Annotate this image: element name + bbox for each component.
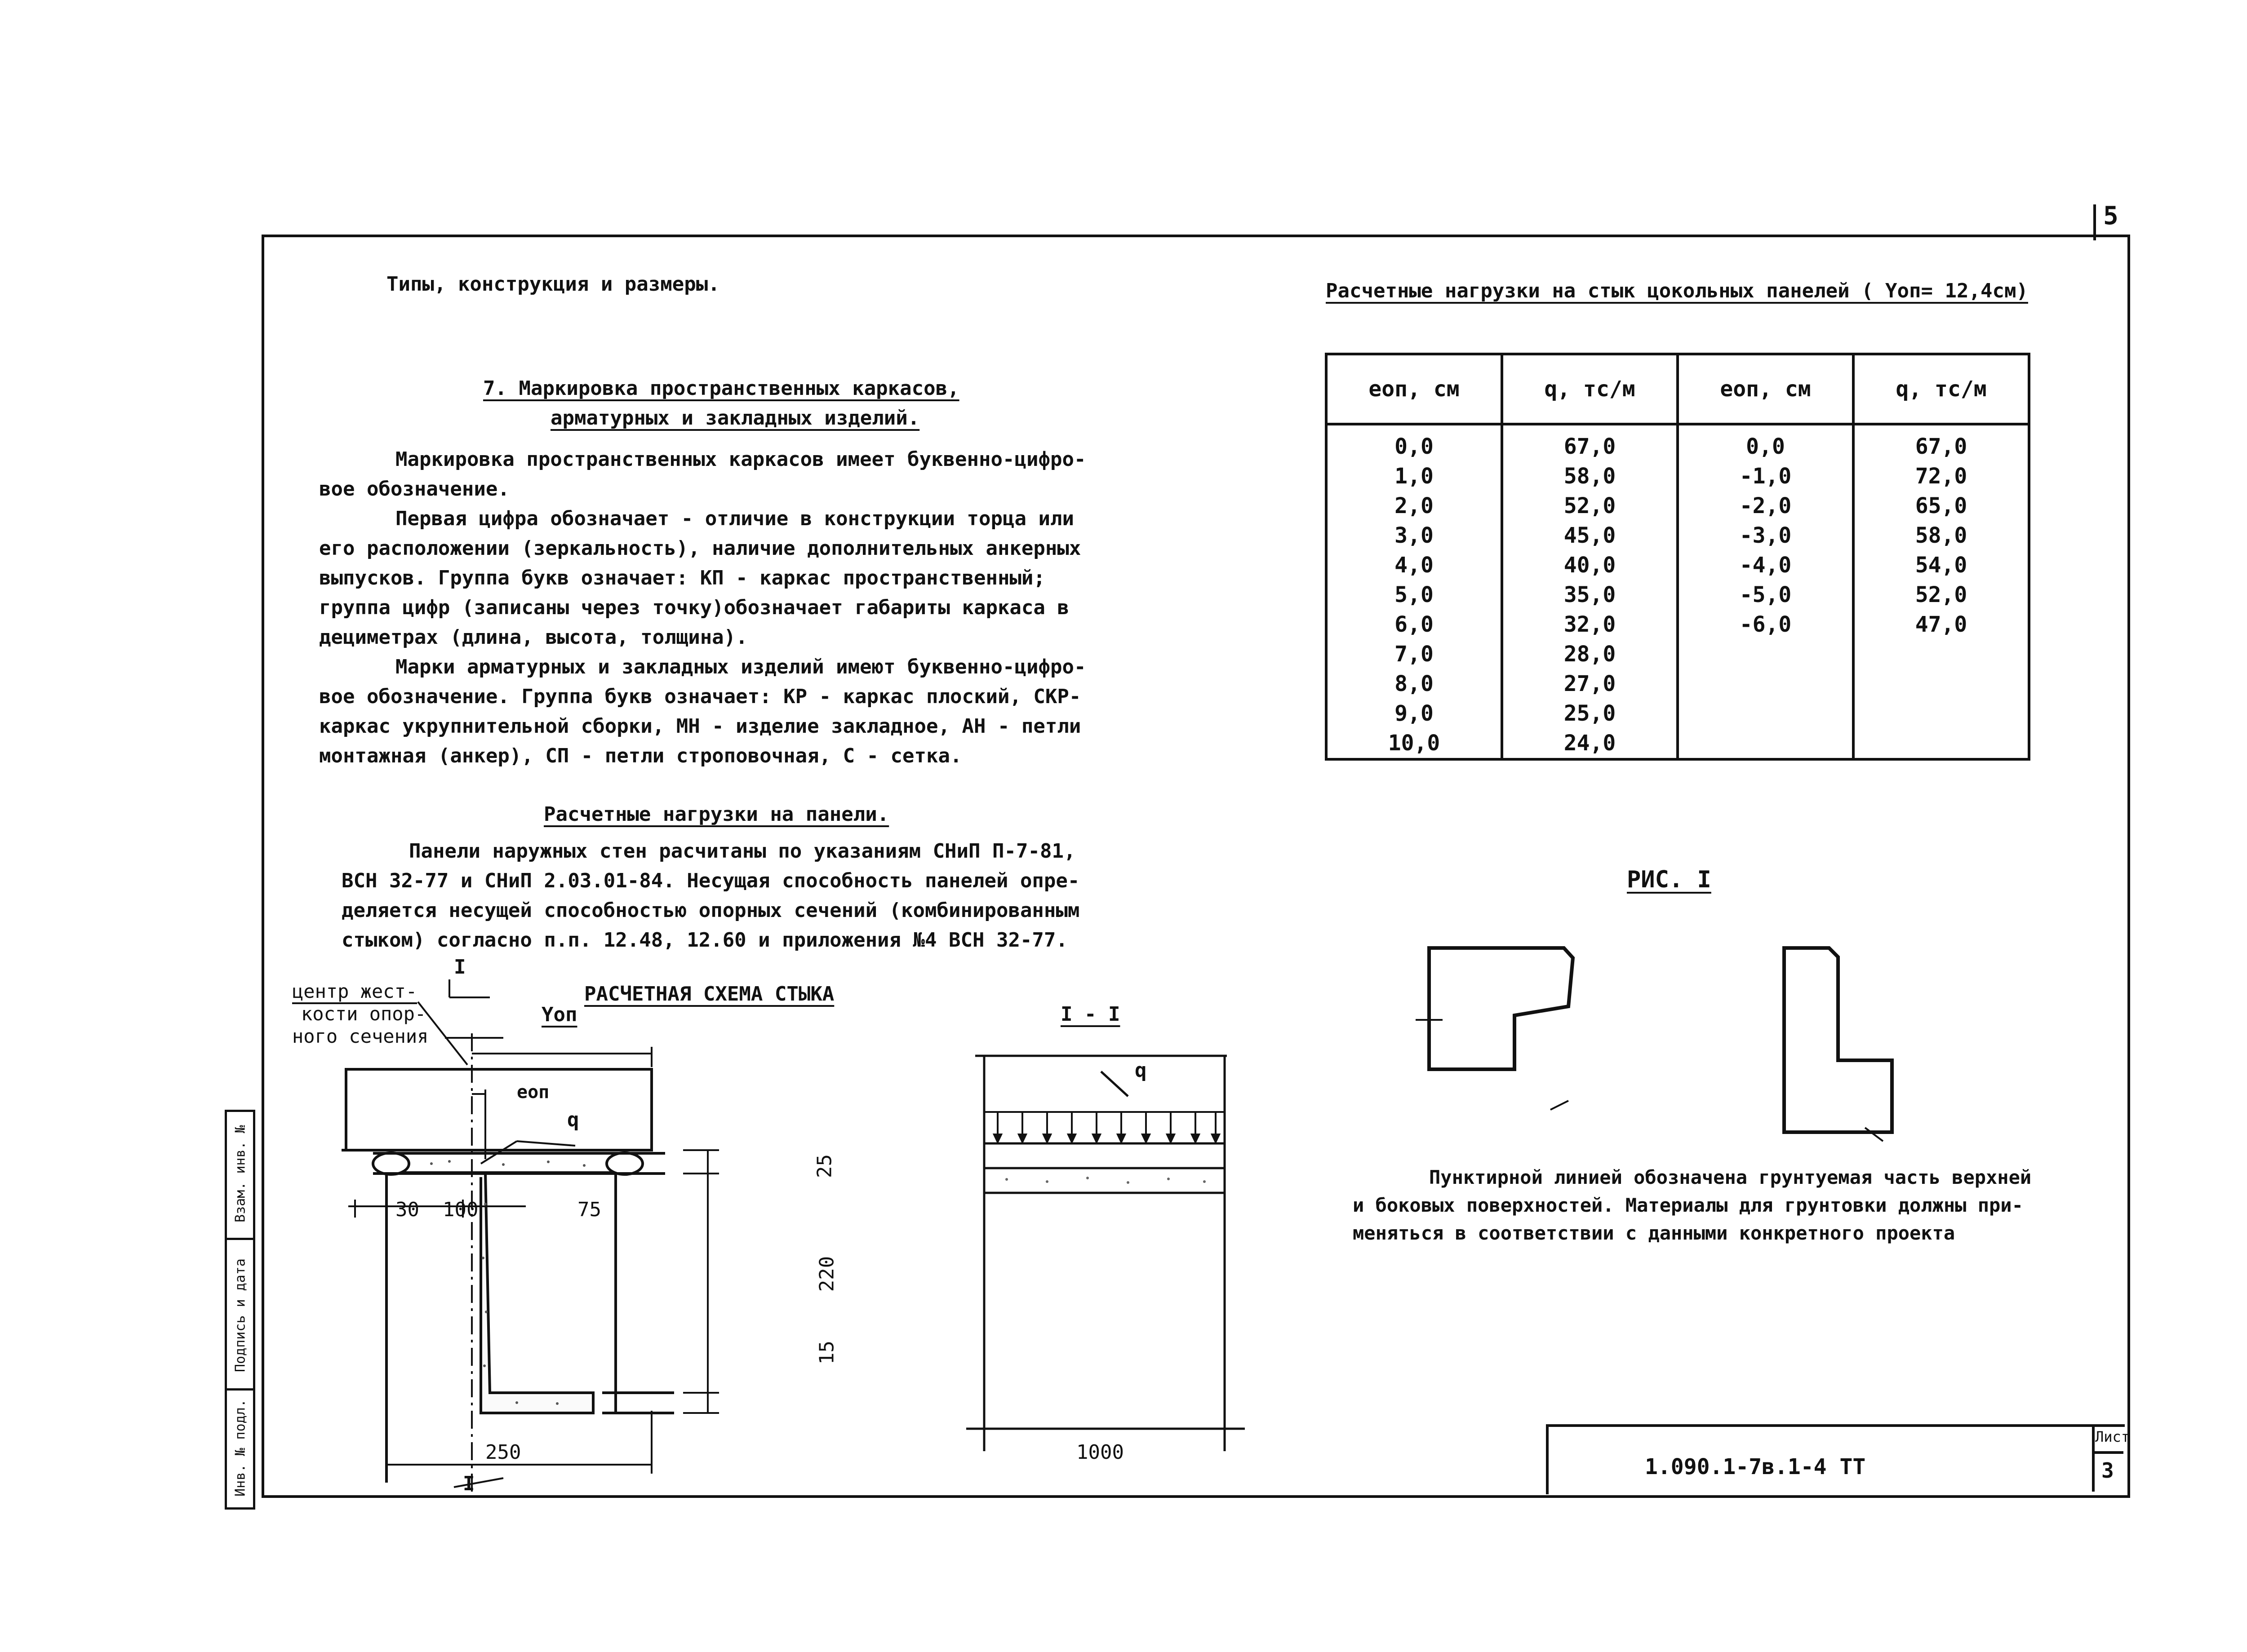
cell: 10,0: [1326, 728, 1502, 759]
para-line: вое обозначение.: [319, 478, 510, 500]
table-row: [1326, 669, 2029, 699]
stamp-divider: [2092, 1424, 2095, 1492]
para-line: деляется несущей способностью опорных сечений (комбинированным: [342, 899, 1080, 922]
para-line: вое обозначение. Группа букв означает: КР - каркас плоский, СКР-: [319, 685, 1081, 708]
cell: 35,0: [1502, 580, 1678, 610]
dim-25: 25: [813, 1154, 836, 1178]
cell: 7,0: [1326, 639, 1502, 669]
cell: 32,0: [1502, 610, 1678, 639]
table-row: [1326, 728, 2029, 759]
cell: 40,0: [1502, 550, 1678, 580]
figure-note: [1353, 1164, 2031, 1247]
table-row: [1326, 424, 2029, 461]
note-line: Пунктирной линией обозначена грунтуемая часть верхней: [1429, 1166, 2032, 1188]
cell: 27,0: [1502, 669, 1678, 699]
cell: [1853, 699, 2029, 728]
cell: 47,0: [1853, 610, 2029, 639]
note-line: меняться в соответствии с данными конкретного проекта: [1353, 1222, 1955, 1244]
cell: -1,0: [1678, 461, 1853, 491]
header-q-1: q, тс/м: [1502, 354, 1678, 424]
table-header-row: [1326, 354, 2029, 424]
para-line: его расположении (зеркальность), наличие дополнительных анкерных: [319, 537, 1081, 560]
cell: [1853, 728, 2029, 759]
para-line: каркас укрупнительной сборки, МН - изделие закладное, АН - петли: [319, 715, 1081, 738]
section-mark-top: I: [454, 956, 466, 979]
cell: -4,0: [1678, 550, 1853, 580]
cell: 72,0: [1853, 461, 2029, 491]
loads-title: Расчетные нагрузки на панели.: [544, 803, 889, 826]
cell: 1,0: [1326, 461, 1502, 491]
loads-paragraph: [342, 837, 1079, 955]
note-line: и боковых поверхностей. Материалы для грунтовки должны при-: [1353, 1194, 2023, 1216]
table-row: [1326, 550, 2029, 580]
stamp-sheet-divider: [2092, 1451, 2123, 1454]
table-row: [1326, 461, 2029, 491]
side-stamp-cell: Подпись и дата: [232, 1258, 249, 1372]
cell: [1678, 728, 1853, 759]
table-row: [1326, 699, 2029, 728]
figure-title: РИС. I: [1627, 866, 1711, 893]
para-line: монтажная (анкер), СП - петли строповочная, С - сетка.: [319, 744, 962, 767]
figure-1-drawing: [1416, 930, 1910, 1164]
table-row: [1326, 580, 2029, 610]
table-row: [1326, 521, 2029, 550]
panel-right-profile: [1784, 948, 1892, 1132]
cell: 24,0: [1502, 728, 1678, 759]
panel-left-profile: [1429, 948, 1573, 1069]
cell: 58,0: [1502, 461, 1678, 491]
cell: 2,0: [1326, 491, 1502, 521]
cell: [1678, 639, 1853, 669]
dim-250: 250: [485, 1441, 521, 1464]
scheme-drawing: [315, 979, 876, 1501]
dim-15: 15: [815, 1341, 839, 1364]
cell: 54,0: [1853, 550, 2029, 580]
dim-75: 75: [577, 1198, 601, 1221]
dim-220: 220: [815, 1256, 839, 1292]
q-label-scheme: q: [567, 1108, 579, 1131]
para-line: Марки арматурных и закладных изделий имеют буквенно-цифро-: [395, 655, 1086, 678]
stamp-sheet-label: Лист: [2095, 1428, 2130, 1445]
cell: 4,0: [1326, 550, 1502, 580]
scheme-title: РАСЧЕТНАЯ СХЕМА СТЫКА: [584, 983, 835, 1005]
header-e-op-1: eоп, см: [1326, 354, 1502, 424]
cell: 9,0: [1326, 699, 1502, 728]
cell: 8,0: [1326, 669, 1502, 699]
page-number-mark: [2093, 204, 2096, 240]
cell: 25,0: [1502, 699, 1678, 728]
table-row: [1326, 610, 2029, 639]
cell: -2,0: [1678, 491, 1853, 521]
para-line: дециметрах (длина, высота, толщина).: [319, 626, 748, 649]
cell: 5,0: [1326, 580, 1502, 610]
section-view-drawing: [966, 1038, 1254, 1487]
side-stamp-cell: Инв. № подл.: [232, 1399, 249, 1497]
para-line: стыком) согласно п.п. 12.48, 12.60 и приложения №4 ВСН 32-77.: [342, 929, 1068, 952]
section-view-title: I - I: [1061, 1003, 1120, 1026]
para-line: Первая цифра обозначает - отличие в конструкции торца или: [395, 507, 1074, 530]
e-op-label: eоп: [517, 1082, 550, 1103]
section7-paragraph: [319, 445, 1086, 771]
cell: 45,0: [1502, 521, 1678, 550]
cell: 0,0: [1678, 424, 1853, 461]
cell: -5,0: [1678, 580, 1853, 610]
cell: [1853, 639, 2029, 669]
cell: [1678, 699, 1853, 728]
section7-title-line2: арматурных и закладных изделий.: [551, 407, 920, 430]
joint-table-title: Расчетные нагрузки на стык цокольных панелей ( Yоп= 12,4см): [1326, 279, 2028, 302]
section-mark-bottom: I: [463, 1472, 475, 1495]
cell: [1678, 669, 1853, 699]
side-stamp-cell: Взам. инв. №: [232, 1125, 249, 1222]
cell: -3,0: [1678, 521, 1853, 550]
cell: 3,0: [1326, 521, 1502, 550]
header-q-2: q, тс/м: [1853, 354, 2029, 424]
cell: 58,0: [1853, 521, 2029, 550]
header-e-op-2: eоп, см: [1678, 354, 1853, 424]
dim-100: 100: [443, 1198, 479, 1221]
cell: -6,0: [1678, 610, 1853, 639]
y-op-label: Yоп: [542, 1003, 577, 1026]
stamp-sheet-number: 3: [2101, 1458, 2114, 1483]
para-line: группа цифр (записаны через точку)обозначает габариты каркаса в: [319, 596, 1069, 619]
para-line: ВСН 32-77 и СНиП 2.03.01-84. Несущая способность панелей опре-: [342, 869, 1080, 892]
cell: [1853, 669, 2029, 699]
cell: 28,0: [1502, 639, 1678, 669]
para-line: Панели наружных стен расчитаны по указаниям СНиП П-7-81,: [409, 840, 1076, 863]
side-stamp: [225, 1110, 279, 1505]
cell: 52,0: [1502, 491, 1678, 521]
q-label-section: q: [1135, 1059, 1147, 1082]
header-left: Типы, конструкция и размеры.: [386, 273, 720, 296]
joint-load-table: [1325, 353, 2030, 761]
center-label-line: ного сечения: [292, 1025, 429, 1047]
para-line: выпусков. Группа букв означает: КП - каркас пространственный;: [319, 567, 1045, 589]
para-line: Маркировка пространственных каркасов имеет буквенно-цифро-: [395, 448, 1086, 471]
cell: 67,0: [1502, 424, 1678, 461]
cell: 6,0: [1326, 610, 1502, 639]
table-row: [1326, 491, 2029, 521]
dim-1000: 1000: [1076, 1441, 1124, 1464]
stamp-code: 1.090.1-7в.1-4 ТТ: [1645, 1454, 1866, 1479]
cell: 67,0: [1853, 424, 2029, 461]
page-number: 5: [2103, 201, 2118, 230]
center-label-line: центр жест-: [292, 980, 417, 1002]
cell: 65,0: [1853, 491, 2029, 521]
dim-30: 30: [395, 1198, 419, 1221]
cell: 0,0: [1326, 424, 1502, 461]
cell: 52,0: [1853, 580, 2029, 610]
center-label-line: кости опор-: [301, 1003, 426, 1025]
table-row: [1326, 639, 2029, 669]
section7-title-line1: 7. Маркировка пространственных каркасов,: [483, 377, 959, 400]
